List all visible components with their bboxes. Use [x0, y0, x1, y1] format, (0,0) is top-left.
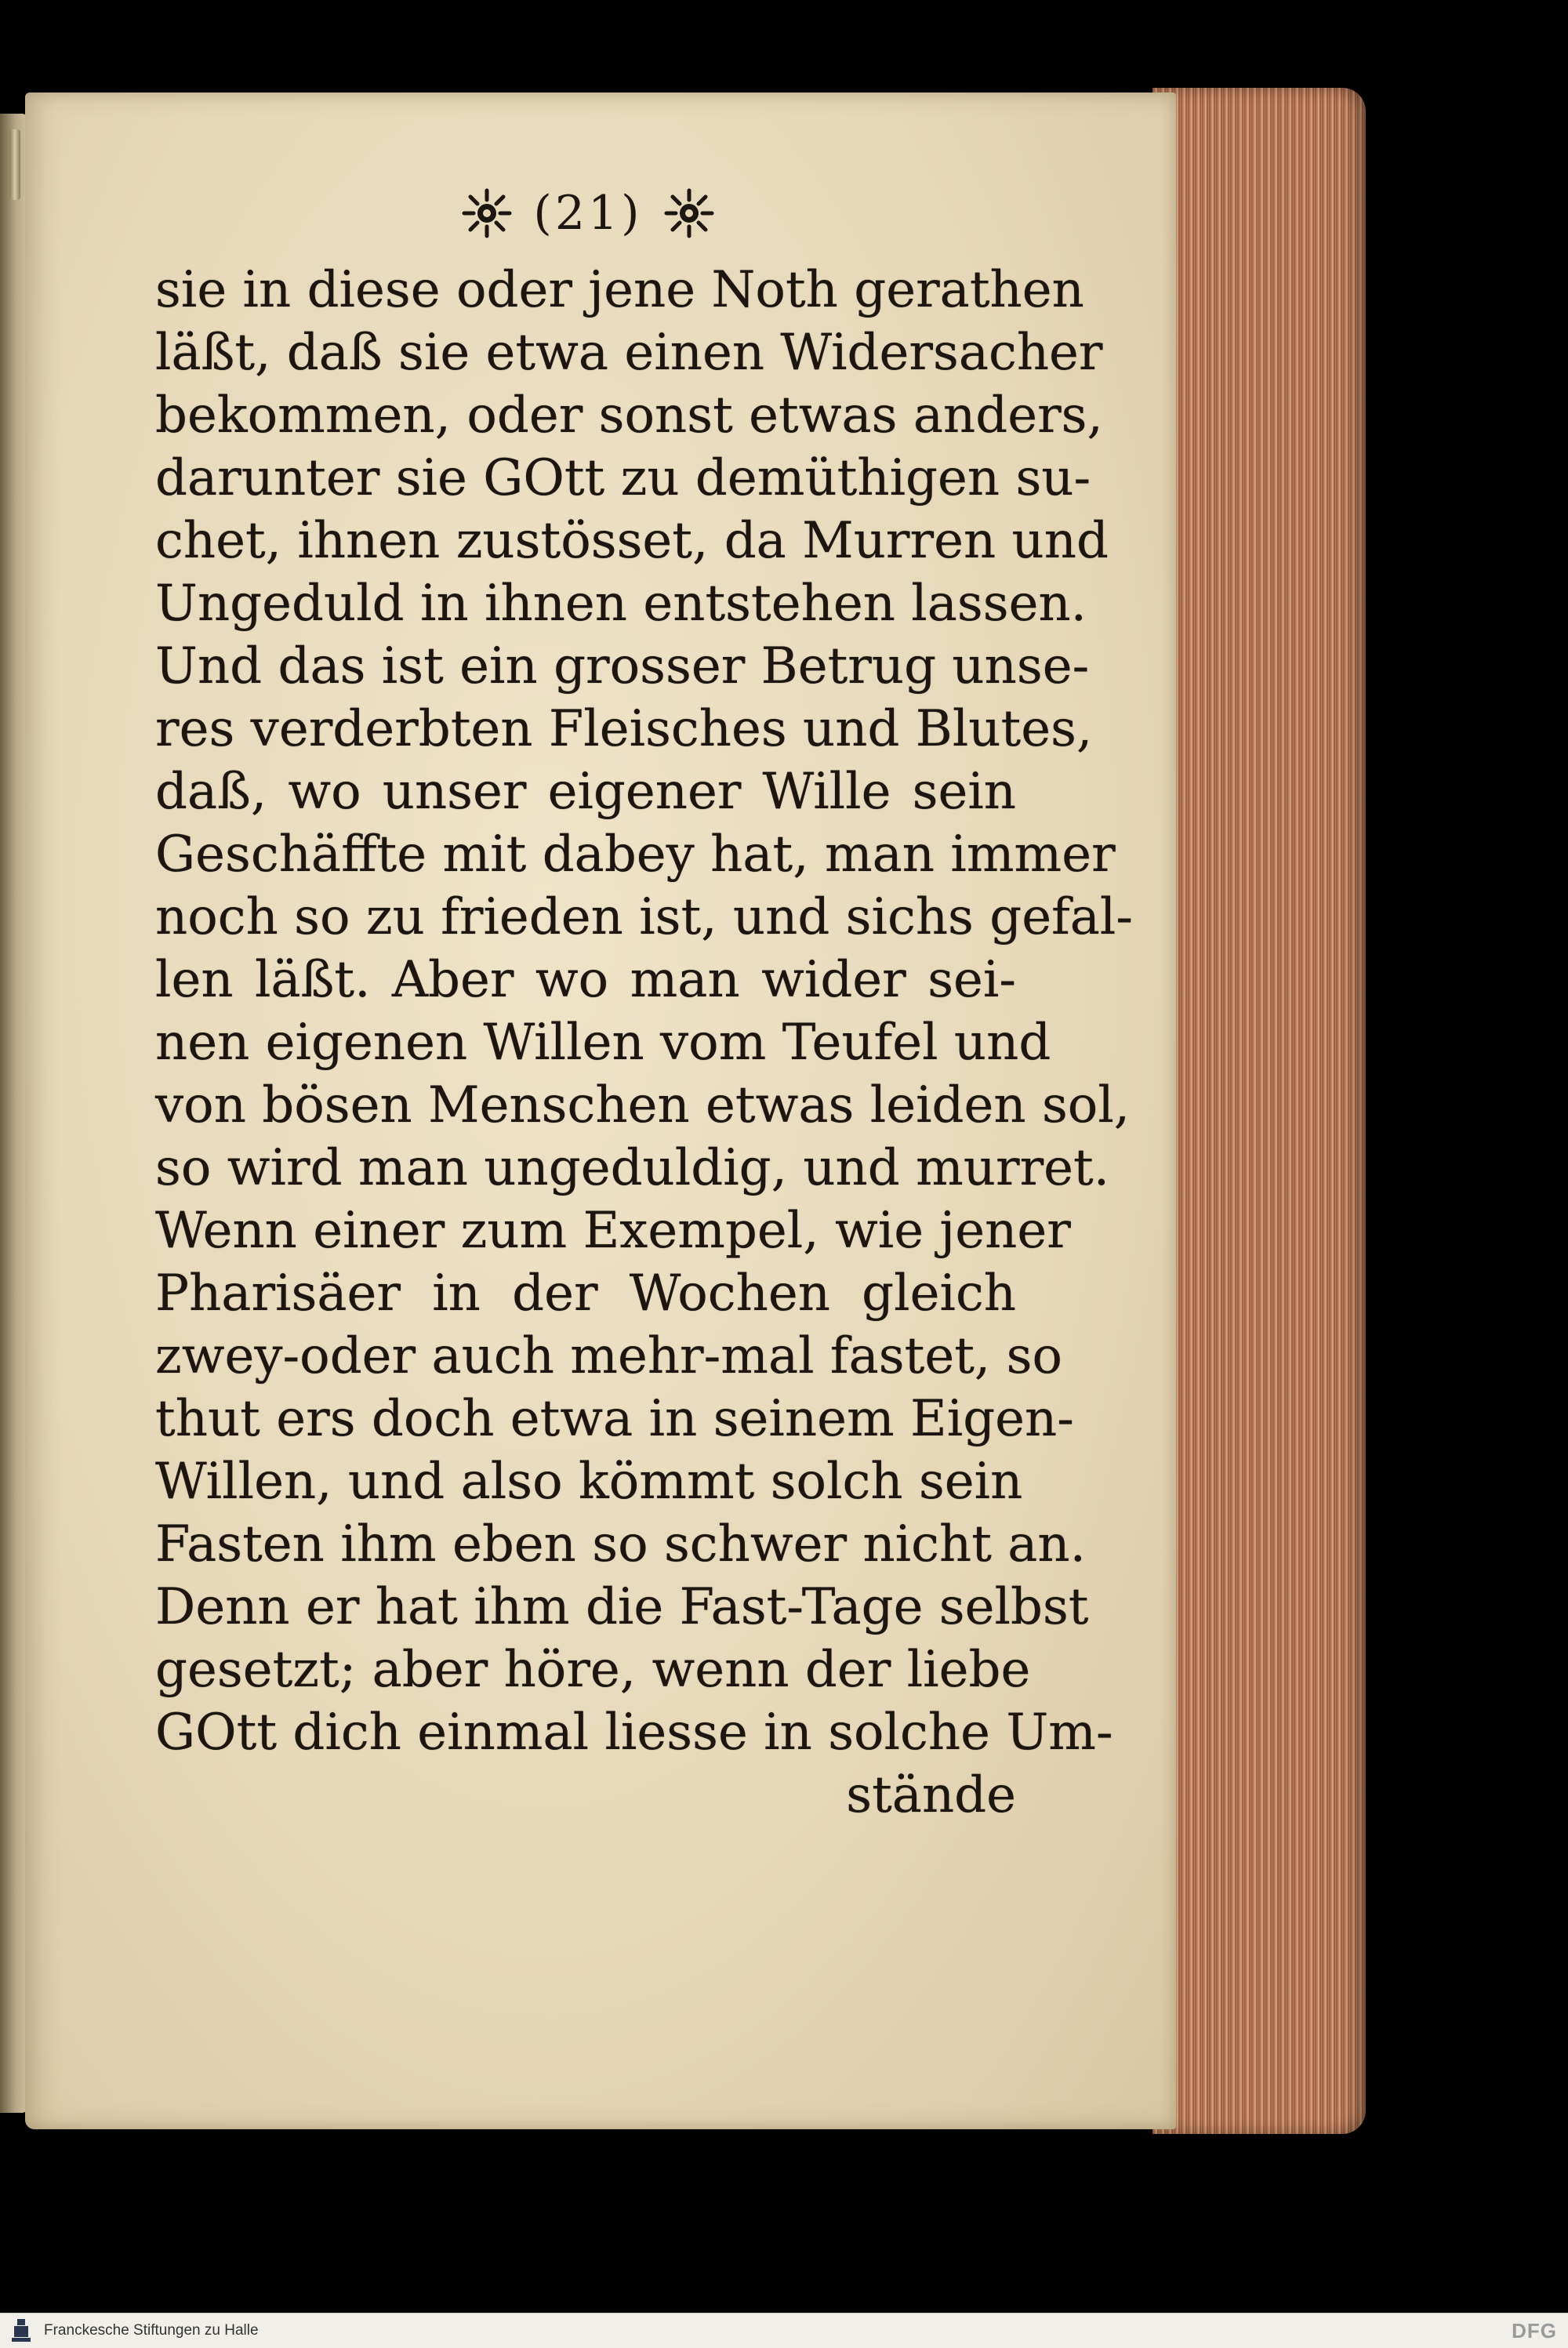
- text-line: zwey-oder auch mehr-mal fastet, so: [155, 1327, 1062, 1385]
- page-block-edges: [1152, 88, 1366, 2134]
- catchword: stände: [846, 1766, 1016, 1824]
- text-line: bekommen, oder sonst etwas anders,: [155, 386, 1103, 445]
- text-line: Pharisäer in der Wochen gleich: [155, 1265, 1016, 1323]
- text-line: Denn er hat ihm die Fast-Tage selbst: [155, 1578, 1089, 1636]
- text-line: Wenn einer zum Exempel, wie jener: [155, 1202, 1071, 1260]
- text-line: von bösen Menschen etwas leiden sol,: [155, 1076, 1131, 1134]
- text-line: Geschäffte mit dabey hat, man immer: [155, 826, 1116, 884]
- text-line: Und das ist ein grosser Betrug unse-: [155, 637, 1090, 695]
- text-line: GOtt dich einmal liesse in solche Um-: [155, 1704, 1113, 1762]
- viewer-footer: [0, 2313, 1568, 2348]
- institution-name: Franckesche Stiftungen zu Halle: [44, 2322, 259, 2339]
- text-line: noch so zu frieden ist, und sichs gefal-: [155, 888, 1133, 946]
- text-line: läßt, daß sie etwa einen Widersacher: [155, 324, 1103, 382]
- institution-credit[interactable]: [0, 2316, 259, 2346]
- head-ornament-icon: [663, 187, 715, 239]
- facing-page-edge: [0, 114, 28, 2113]
- page-text: [155, 259, 1133, 1827]
- dfg-logo[interactable]: DFG: [1512, 2318, 1557, 2343]
- text-line: Fasten ihm eben so schwer nicht an.: [155, 1515, 1086, 1573]
- text-line: sie in diese oder jene Noth gerathen: [155, 261, 1084, 319]
- text-line: len läßt. Aber wo man wider sei-: [155, 951, 1016, 1009]
- text-line: chet, ihnen zustösset, da Murren und: [155, 512, 1109, 570]
- book-clasp: [9, 129, 20, 200]
- text-line: Willen, und also kömmt solch sein: [155, 1453, 1023, 1511]
- text-line: so wird man ungeduldig, und murret.: [155, 1139, 1110, 1197]
- institution-logo-icon: [6, 2316, 36, 2346]
- text-line: darunter sie GOtt zu demüthigen su-: [155, 449, 1091, 507]
- page-number: (21): [533, 186, 643, 241]
- text-line: daß, wo unser eigener Wille sein: [155, 763, 1016, 821]
- page-header: [423, 182, 753, 245]
- text-line: gesetzt; aber höre, wenn der liebe: [155, 1641, 1031, 1699]
- head-ornament-icon: [461, 187, 513, 239]
- text-line: res verderbten Fleisches und Blutes,: [155, 700, 1093, 758]
- text-line: Ungeduld in ihnen entstehen lassen.: [155, 575, 1087, 633]
- text-line: nen eigenen Willen vom Teufel und: [155, 1014, 1051, 1072]
- text-line: thut ers doch etwa in seinem Eigen-: [155, 1390, 1074, 1448]
